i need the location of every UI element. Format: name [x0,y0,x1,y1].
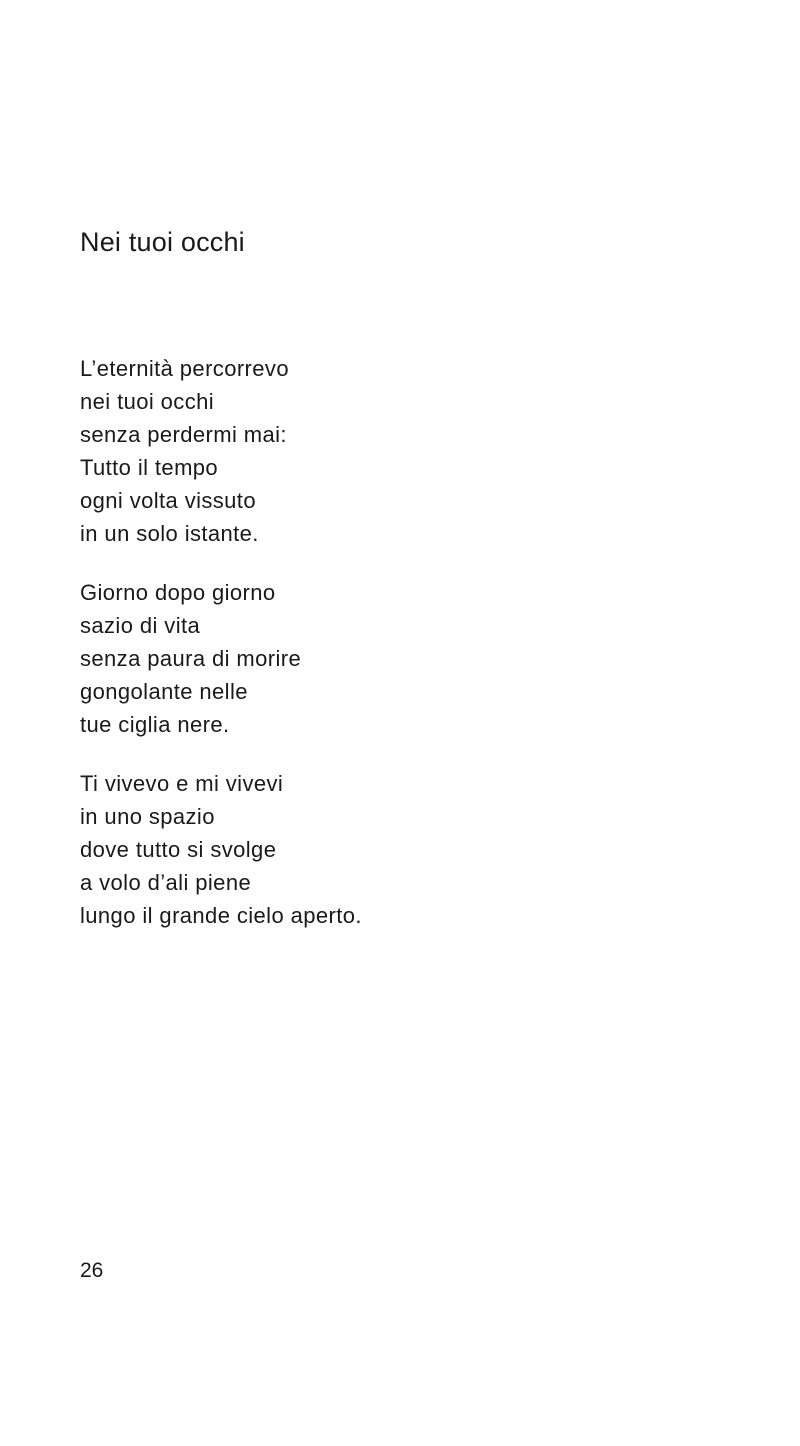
verse-line: gongolante nelle [80,679,248,704]
poem-title: Nei tuoi occhi [80,227,245,257]
verse-line: senza perdermi mai: [80,422,287,447]
stanza-1 [80,352,640,550]
verse-line: dove tutto si svolge [80,837,277,862]
verse-line: lungo il grande cielo aperto. [80,903,362,928]
verse-line: in un solo istante. [80,521,259,546]
stanza-3 [80,767,640,932]
verse-line: Tutto il tempo [80,455,219,480]
verse-line: ogni volta vissuto [80,488,256,513]
verse-line: in uno spazio [80,804,215,829]
verse-line: L’eternità percorrevo [80,356,289,381]
page-number: 26 [80,1259,104,1282]
poem-body [80,352,640,958]
verse-line: Ti vivevo e mi vivevi [80,771,284,796]
verse-line: nei tuoi occhi [80,389,215,414]
verse-line: tue ciglia nere. [80,712,230,737]
verse-line: a volo d’ali piene [80,870,252,895]
verse-line: Giorno dopo giorno [80,580,276,605]
verse-line: senza paura di morire [80,646,302,671]
stanza-2 [80,576,640,741]
verse-line: sazio di vita [80,613,201,638]
